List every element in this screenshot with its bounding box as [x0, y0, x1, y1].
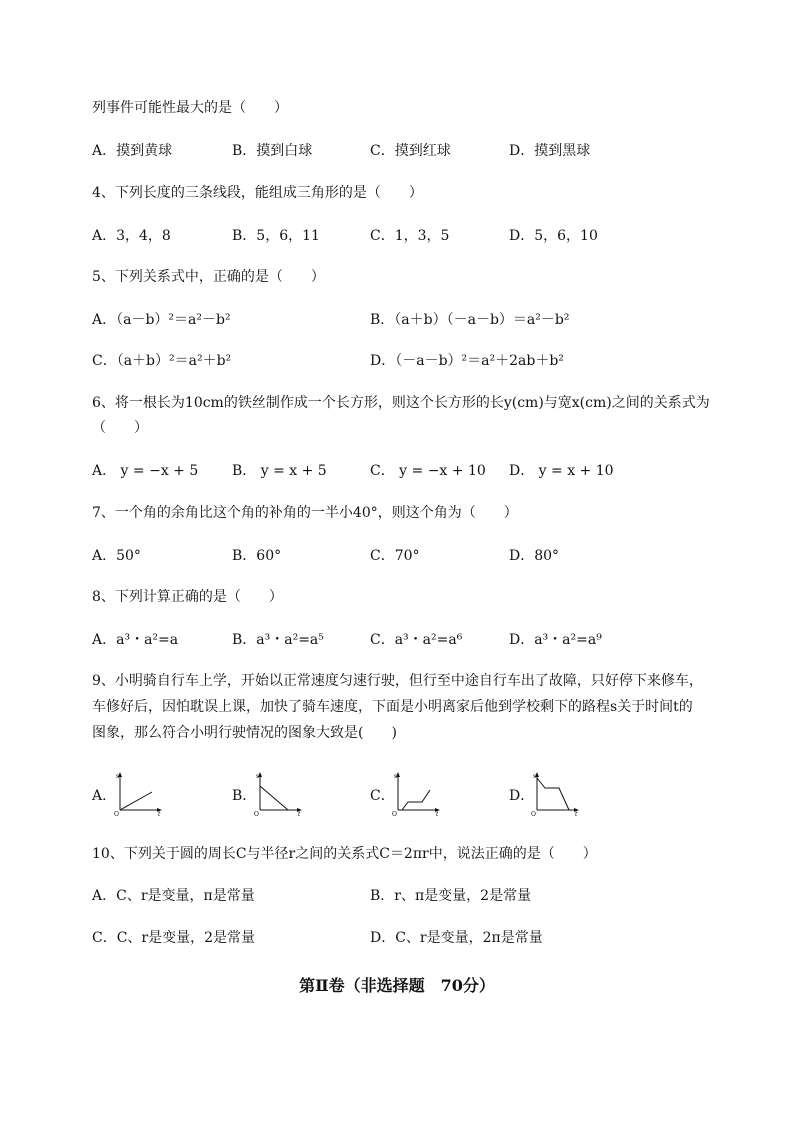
q6-option-a: A． y = −x + 5: [92, 463, 199, 479]
q6-stem-line2: （ ）: [92, 420, 148, 436]
q7-option-a: A．50°: [92, 548, 141, 564]
q10-option-c: C．C、r是变量，2是常量: [92, 930, 256, 946]
q5-option-d: D．（－a－b）²＝a²＋2ab＋b²: [370, 353, 564, 369]
q9-graph-d-y: s: [533, 773, 537, 780]
q10-option-a: A．C、r是变量，π是常量: [92, 888, 255, 904]
q5-option-c: C．（a＋b）²＝a²＋b²: [92, 353, 232, 369]
q7-stem: 7、一个角的余角比这个角的补角的一半小40°，则这个角为（ ）: [92, 505, 518, 521]
q9-graph-d: [531, 770, 581, 816]
q4-option-d: D．5，6，10: [509, 228, 598, 244]
q9-stem-line3: 图象，那么符合小明行驶情况的图象大致是( ): [92, 725, 397, 741]
q9-graph-b-origin: O: [254, 811, 259, 816]
q9-graph-c: [392, 770, 442, 816]
q9-graph-b-x: t: [298, 811, 301, 816]
q3-option-d: D．摸到黑球: [509, 143, 591, 159]
q9-option-c-label: C．: [370, 788, 395, 804]
q9-graph-c-origin: O: [392, 811, 397, 816]
q4-stem: 4、下列长度的三条线段，能组成三角形的是（ ）: [92, 185, 423, 201]
q9-graph-c-x: t: [436, 811, 439, 816]
q5-stem: 5、下列关系式中，正确的是（ ）: [92, 269, 325, 285]
q9-option-b-label: B．: [232, 788, 257, 804]
q9-graph-b-y: s: [256, 773, 260, 780]
q10-stem: 10、下列关于圆的周长C与半径r之间的关系式C＝2πr中，说法正确的是（ ）: [92, 846, 597, 862]
q6-stem-line1: 6、将一根长为10cm的铁丝制作成一个长方形，则这个长方形的长y(cm)与宽x(cm)之间的关系式为: [92, 395, 710, 411]
q9-option-d-label: D．: [509, 788, 535, 804]
q7-option-c: C．70°: [370, 548, 420, 564]
q9-graph-b-curve: [260, 786, 288, 810]
q4-option-b: B．5，6，11: [232, 228, 320, 244]
q8-option-a: A．a³・a²=a: [92, 632, 179, 648]
q3-option-a: A．摸到黄球: [92, 143, 173, 159]
q9-graph-b: [254, 770, 304, 816]
q9-graph-a-y: s: [116, 773, 120, 780]
q9-graph-d-origin: O: [531, 811, 536, 816]
section-title: 第Ⅱ卷（非选择题 70分）: [299, 976, 495, 995]
q10-option-b: B．r、π是变量，2是常量: [370, 888, 532, 904]
q9-graph-a-origin: O: [114, 811, 119, 816]
q3-option-c: C．摸到红球: [370, 143, 451, 159]
q6-option-b: B． y = x + 5: [232, 463, 327, 479]
q8-stem: 8、下列计算正确的是（ ）: [92, 589, 283, 605]
q9-option-a-label: A．: [92, 788, 117, 804]
q3-option-b: B．摸到白球: [232, 143, 313, 159]
q5-option-b: B．（a＋b）（－a－b）＝a²－b²: [370, 312, 570, 328]
q9-graph-c-y: s: [394, 773, 398, 780]
q5-option-a: A．（a－b）²＝a²－b²: [92, 312, 231, 328]
q7-option-d: D．80°: [509, 548, 560, 564]
q9-stem-line1: 9、小明骑自行车上学，开始以正常速度匀速行驶，但行至中途自行车出了故障，只好停下来修车，: [92, 673, 703, 689]
q8-option-c: C．a³・a²=a⁶: [370, 632, 463, 648]
q9-graph-a-curve: [120, 792, 152, 810]
q3-tail: 列事件可能性最大的是（ ）: [92, 100, 288, 116]
q6-option-d: D． y = x + 10: [509, 463, 614, 479]
q9-graph-c-curve: [402, 790, 430, 810]
q8-option-d: D．a³・a²=a⁹: [509, 632, 602, 648]
q8-option-b: B．a³・a²=a⁵: [232, 632, 324, 648]
q9-stem-line2: 车修好后，因怕耽误上课，加快了骑车速度，下面是小明离家后他到学校剩下的路程s关于时间t的: [92, 699, 693, 715]
q10-option-d: D．C、r是变量，2π是常量: [370, 930, 543, 946]
q7-option-b: B．60°: [232, 548, 282, 564]
q9-graph-d-curve: [537, 778, 569, 810]
q4-option-a: A．3，4，8: [92, 228, 171, 244]
q4-option-c: C．1，3，5: [370, 228, 450, 244]
q9-graph-a-x: t: [158, 811, 161, 816]
q6-option-c: C． y = −x + 10: [370, 463, 486, 479]
q9-graph-d-x: t: [575, 811, 578, 816]
q9-graph-a: [114, 770, 164, 816]
